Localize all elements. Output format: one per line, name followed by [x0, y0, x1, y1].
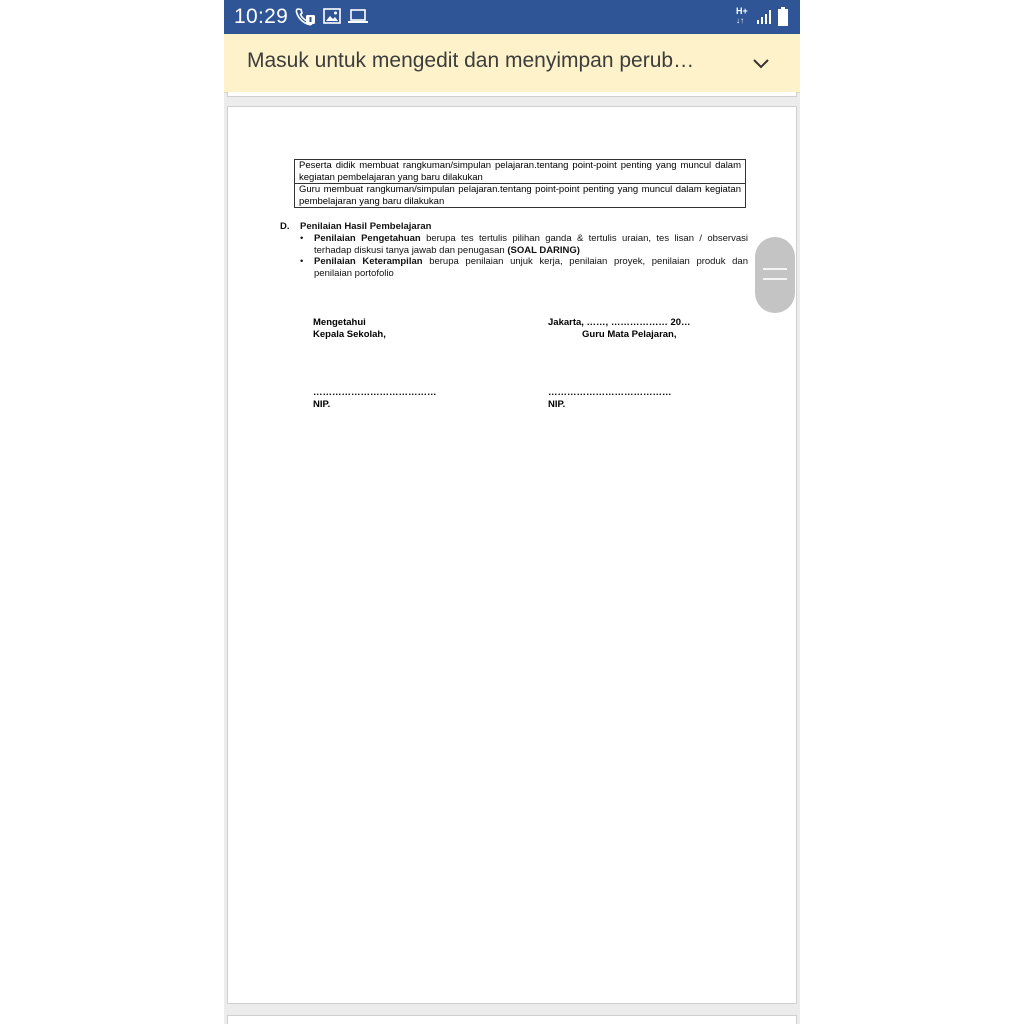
chevron-down-icon[interactable] — [752, 54, 770, 72]
table-cell: Guru membuat rangkuman/simpulan pelajaran.tentang point-point penting yang muncul dalam kegiatan pembelajaran yang baru dilakukan — [295, 184, 746, 208]
principal-label: Kepala Sekolah, — [313, 329, 386, 340]
signature-right-nip — [548, 387, 672, 411]
status-time: 10:29 — [234, 5, 289, 28]
bullet-icon: • — [300, 256, 304, 267]
phone-screen — [224, 0, 800, 1024]
scroll-handle[interactable] — [755, 237, 795, 313]
table-row — [295, 160, 746, 184]
summary-table — [294, 159, 746, 208]
previous-page-edge — [227, 92, 797, 97]
status-bar — [224, 0, 800, 34]
bullet-text: berupa tes tertulis pilihan ganda & tertulis uraian, tes lisan / observasi terhadap diskusi tanya jawab dan penugasan — [314, 233, 748, 256]
signal-icon — [756, 9, 772, 25]
signature-left-nip — [313, 387, 437, 411]
banner-text: Masuk untuk mengedit dan menyimpan perub… — [247, 49, 695, 72]
bullet-icon: • — [300, 233, 304, 244]
list-item — [300, 233, 748, 256]
signature-left — [313, 317, 386, 341]
grip-line — [763, 278, 787, 280]
battery-icon — [777, 7, 789, 27]
gallery-icon — [323, 8, 341, 24]
document-page — [227, 106, 797, 1004]
signature-dots: ………………………………… — [313, 387, 437, 398]
signature-right — [548, 317, 691, 341]
list-item — [300, 256, 748, 279]
signature-dots: ………………………………… — [548, 387, 672, 398]
call-icon — [294, 6, 316, 28]
bullet-bold-end: (SOAL DARING) — [507, 244, 580, 256]
table-row — [295, 184, 746, 208]
sign-in-banner[interactable] — [224, 34, 800, 93]
place-date-line: Jakarta, ……, ……………… 20… — [548, 317, 691, 328]
next-page-edge — [227, 1015, 797, 1024]
teacher-label: Guru Mata Pelajaran, — [582, 329, 677, 340]
section-letter: D. — [280, 221, 290, 232]
bullet-bold-label: Penilaian Keterampilan — [314, 256, 423, 267]
bullet-text: berupa penilaian unjuk kerja, penilaian proyek, penilaian produk dan penilaian portofolio — [314, 256, 748, 279]
bullet-bold-label: Penilaian Pengetahuan — [314, 233, 421, 244]
section-title: Penilaian Hasil Pembelajaran — [300, 221, 432, 232]
laptop-icon — [348, 9, 368, 24]
acknowledged-label: Mengetahui — [313, 317, 366, 328]
table-cell: Peserta didik membuat rangkuman/simpulan pelajaran.tentang point-point penting yang muncul dalam kegiatan pembelajaran yang baru dilakukan — [295, 160, 746, 184]
grip-line — [763, 268, 787, 270]
assessment-list — [300, 233, 748, 279]
nip-label: NIP. — [548, 399, 566, 410]
network-type-label: H+ ↓↑ — [736, 6, 748, 25]
nip-label: NIP. — [313, 399, 331, 410]
